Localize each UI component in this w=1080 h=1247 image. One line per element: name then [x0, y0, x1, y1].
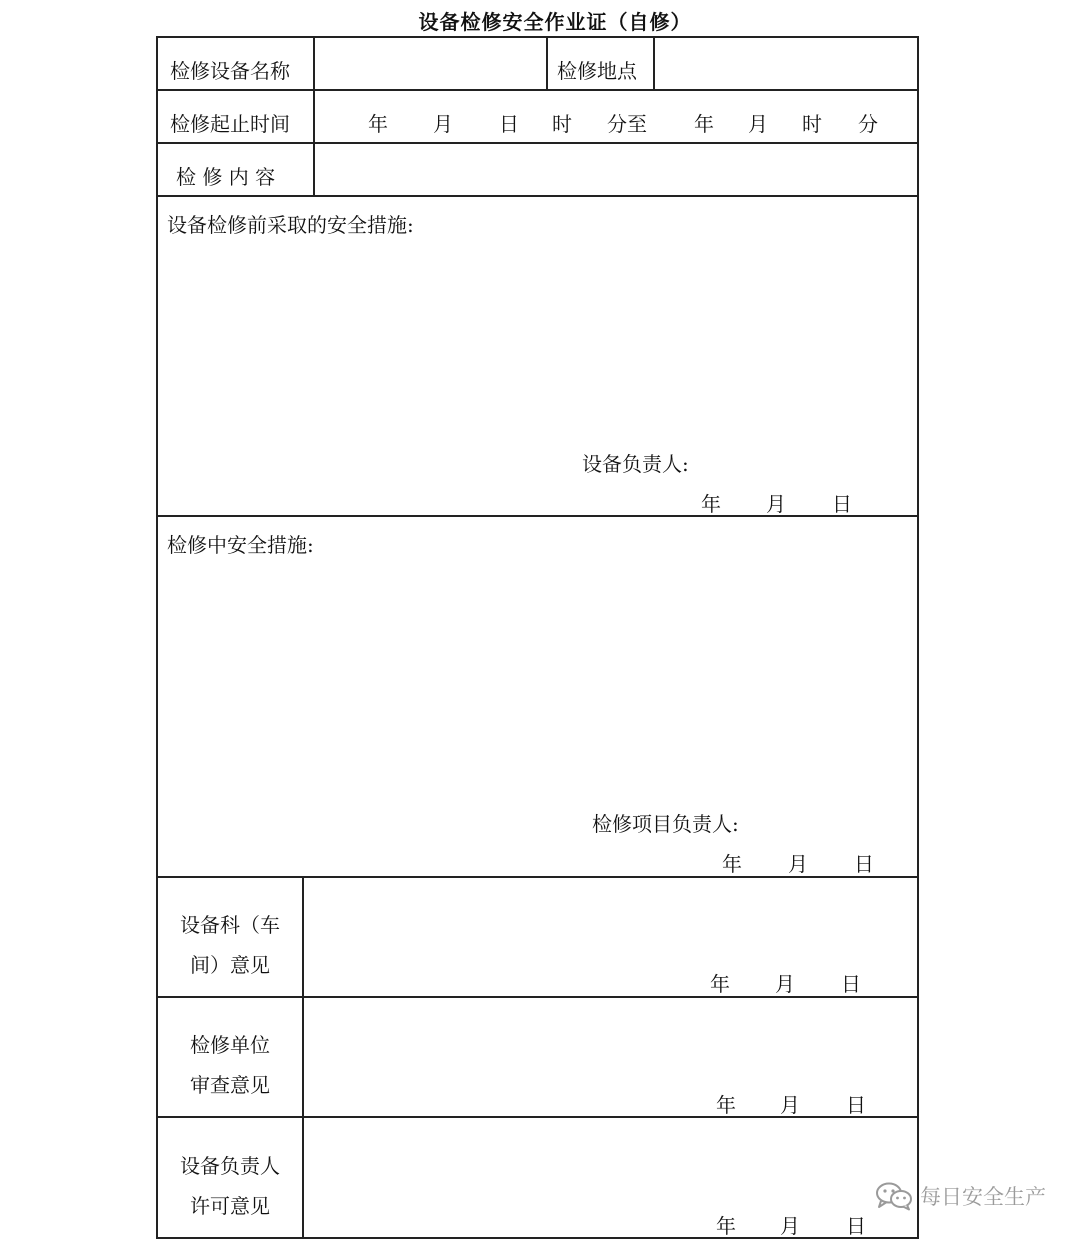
- unit-review-day-unit: 日: [846, 1093, 866, 1117]
- pre-measures-day-unit: 日: [832, 492, 852, 516]
- owner-permit-month-unit: 月: [780, 1214, 800, 1238]
- during-measures-heading: 检修中安全措施:: [167, 533, 314, 557]
- form-title: 设备检修安全作业证（自修）: [418, 10, 692, 34]
- end-year-unit: 年: [694, 112, 714, 136]
- wechat-icon: [874, 1181, 914, 1211]
- location-label: 检修地点: [557, 59, 637, 83]
- dept-opinion-month-unit: 月: [775, 972, 795, 996]
- unit-review-label-line1: 检修单位: [190, 1033, 270, 1057]
- dept-opinion-label-line2: 间）意见: [190, 953, 270, 977]
- pre-measures-month-unit: 月: [766, 492, 786, 516]
- dept-opinion-label-line1: 设备科（车: [180, 913, 280, 937]
- pre-measures-year-unit: 年: [701, 492, 721, 516]
- dept-opinion-field[interactable]: [305, 878, 916, 995]
- pre-measures-signer-label: 设备负责人:: [582, 452, 689, 476]
- equipment-name-label: 检修设备名称: [170, 59, 290, 83]
- start-hour-unit: 时: [552, 112, 572, 136]
- during-measures-field[interactable]: [158, 517, 916, 875]
- time-range-label: 检修起止时间: [170, 112, 290, 136]
- pre-measures-field[interactable]: [158, 197, 916, 514]
- unit-review-field[interactable]: [305, 998, 916, 1115]
- dept-opinion-day-unit: 日: [841, 972, 861, 996]
- during-measures-month-unit: 月: [788, 852, 808, 876]
- during-measures-year-unit: 年: [722, 852, 742, 876]
- owner-permit-label-line1: 设备负责人: [180, 1154, 280, 1178]
- during-measures-signer-label: 检修项目负责人:: [592, 812, 739, 836]
- pre-measures-heading: 设备检修前采取的安全措施:: [167, 213, 414, 237]
- start-year-unit: 年: [368, 112, 388, 136]
- equipment-name-field[interactable]: [316, 38, 545, 88]
- end-hour-unit: 时: [802, 112, 822, 136]
- unit-review-month-unit: 月: [780, 1093, 800, 1117]
- end-month-unit: 月: [748, 112, 768, 136]
- unit-review-label-line2: 审查意见: [190, 1073, 270, 1097]
- start-day-unit: 日: [499, 112, 519, 136]
- during-measures-day-unit: 日: [854, 852, 874, 876]
- owner-permit-field[interactable]: [305, 1118, 916, 1236]
- content-field[interactable]: [316, 144, 916, 194]
- unit-review-year-unit: 年: [716, 1093, 736, 1117]
- start-minute-to-unit: 分至: [607, 112, 647, 136]
- watermark: [874, 1181, 1046, 1211]
- end-minute-unit: 分: [858, 112, 878, 136]
- watermark-text: 每日安全生产: [920, 1185, 1046, 1209]
- start-month-unit: 月: [433, 112, 453, 136]
- owner-permit-day-unit: 日: [846, 1214, 866, 1238]
- location-field[interactable]: [656, 38, 916, 88]
- owner-permit-year-unit: 年: [716, 1214, 736, 1238]
- dept-opinion-year-unit: 年: [710, 972, 730, 996]
- owner-permit-label-line2: 许可意见: [190, 1194, 270, 1218]
- content-label: 检 修 内 容: [176, 165, 276, 189]
